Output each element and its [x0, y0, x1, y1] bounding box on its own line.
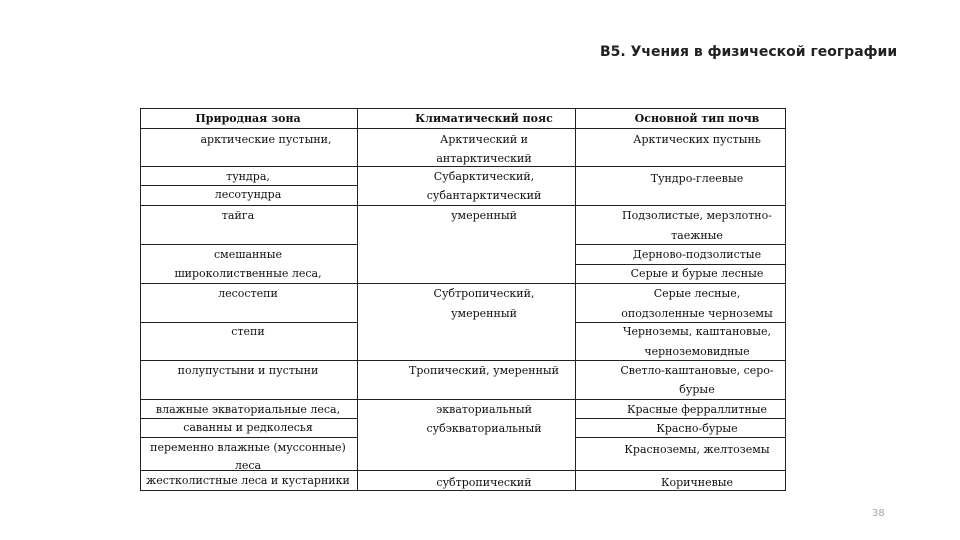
- climate-cell: экваториальный: [436, 403, 532, 416]
- climate-cell: антарктический: [436, 152, 532, 165]
- soil-cell: Светло-каштановые, серо-: [620, 364, 774, 377]
- table-line: [140, 128, 786, 129]
- climate-cell: субэкваториальный: [426, 422, 542, 435]
- soil-cell: Подзолистые, мерзлотно-: [622, 209, 772, 222]
- soil-cell: черноземовидные: [644, 345, 750, 358]
- table-line: [575, 166, 786, 167]
- soil-cell: Красно-бурые: [656, 422, 738, 435]
- soil-cell: Коричневые: [660, 476, 734, 489]
- zone-cell: полупустыни и пустыни: [177, 364, 319, 377]
- zone-cell: тайга: [221, 209, 255, 222]
- zone-cell: степи: [231, 325, 265, 338]
- zone-cell: лесостепи: [218, 287, 278, 300]
- zone-cell: влажные экваториальные леса,: [155, 403, 341, 416]
- soil-cell: Красные ферраллитные: [626, 403, 768, 416]
- climate-cell: Арктический и: [440, 133, 528, 146]
- soil-cell: Тундро-глеевые: [650, 172, 744, 185]
- soil-cell: Серые лесные,: [653, 287, 741, 300]
- climate-cell: умеренный: [451, 307, 517, 320]
- soil-cell: Дерново-подзолистые: [632, 248, 762, 261]
- soil-cell: Серые и бурые лесные: [630, 267, 764, 280]
- zone-cell: леса: [234, 459, 262, 472]
- climate-cell: субтропический: [436, 476, 532, 489]
- zone-cell: смешанные: [214, 248, 282, 261]
- soil-cell: Арктических пустынь: [633, 133, 761, 146]
- table-line: [357, 470, 575, 471]
- zone-cell: жестколистные леса и кустарники: [146, 474, 350, 487]
- soil-cell: бурые: [679, 383, 715, 396]
- soil-cell: Черноземы, каштановые,: [622, 325, 772, 338]
- soil-cell: оподзоленные черноземы: [621, 307, 773, 320]
- header-natural-zone: Природная зона: [195, 112, 301, 125]
- header-climate-belt: Климатический пояс: [415, 112, 553, 125]
- climate-cell: умеренный: [451, 209, 517, 222]
- zone-cell: тундра,: [226, 170, 270, 183]
- header-soil-type: Основной тип почв: [634, 112, 760, 125]
- slide-title: B5. Учения в физической географии: [600, 44, 898, 60]
- table-line: [575, 470, 786, 471]
- zone-cell: лесотундра: [214, 188, 282, 201]
- climate-cell: Субарктический,: [433, 170, 535, 183]
- climate-cell: Тропический, умеренный: [409, 364, 559, 377]
- page-number: 38: [872, 508, 885, 519]
- zone-cell: широколиственные леса,: [174, 267, 322, 280]
- soil-cell: таежные: [671, 229, 723, 242]
- climate-cell: субантарктический: [426, 189, 542, 202]
- soil-cell: Красноземы, желтоземы: [624, 443, 770, 456]
- zone-cell: саванны и редколесья: [183, 421, 313, 434]
- climate-cell: Субтропический,: [433, 287, 535, 300]
- zone-cell: переменно влажные (муссонные): [150, 441, 346, 454]
- zone-cell: арктические пустыни,: [200, 133, 332, 146]
